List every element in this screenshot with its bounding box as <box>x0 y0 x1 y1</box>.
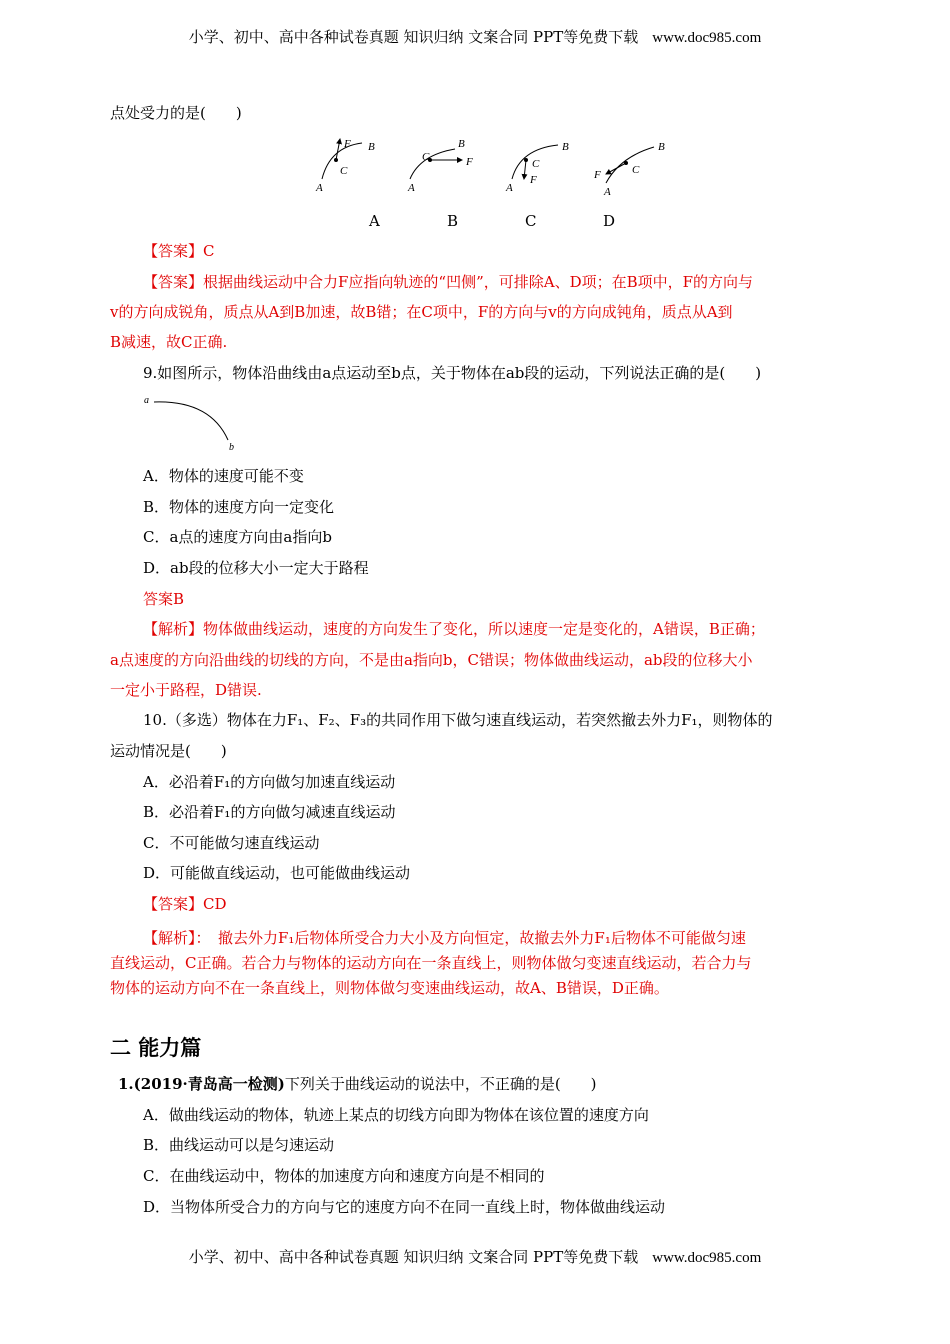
q10-stem-line-1: 10.（多选）物体在力F₁、F₂、F₃的共同作用下做匀速直线运动，若突然撤去外力F₁，则物体的 <box>143 711 773 729</box>
q8-explanation-line-3: B减速，故C正确. <box>110 333 228 351</box>
s2-q1-option-b: B．曲线运动可以是匀速运动 <box>143 1136 335 1154</box>
q8a-point-b: B <box>368 141 375 153</box>
q9-curve-diagram <box>140 390 240 452</box>
q8d-point-a: A <box>604 186 611 198</box>
q8c-point-a: A <box>506 182 513 194</box>
q9-explanation-line-2: a点速度的方向沿曲线的切线的方向，不是由a指向b，C错误；物体做曲线运动，ab段的位移大小 <box>110 651 753 669</box>
q8-diagram-d <box>593 141 665 198</box>
s2-q1-text: 下列关于曲线运动的说法中，不正确的是( ) <box>284 1075 597 1093</box>
q10-option-a: A．必沿着F₁的方向做匀加速直线运动 <box>143 773 396 791</box>
q9-point-b: b <box>229 442 234 452</box>
q8-answer: 【答案】C <box>143 242 215 260</box>
q8-option-label-a: A <box>369 212 380 230</box>
q9-point-a: a <box>144 395 149 406</box>
page-header <box>0 27 950 48</box>
q8-diagram-a <box>315 138 375 194</box>
q8-explanation-line-2: v的方向成锐角，质点从A到B加速，故B错；在C项中，F的方向与v的方向成钝角，质点从A到 <box>110 303 733 321</box>
q9-option-d: D．ab段的位移大小一定大于路程 <box>143 559 369 577</box>
s2-q1-stem <box>118 1074 597 1094</box>
q8c-point-b: B <box>562 141 569 153</box>
s2-q1-option-a: A．做曲线运动的物体，轨迹上某点的切线方向即为物体在该位置的速度方向 <box>143 1106 649 1124</box>
q9-option-c: C．a点的速度方向由a指向b <box>143 528 332 546</box>
s2-q1-option-c: C．在曲线运动中，物体的加速度方向和速度方向是不相同的 <box>143 1167 545 1185</box>
q8-diagram-c <box>505 141 569 194</box>
q8-option-label-d: D <box>603 212 616 230</box>
q8a-point-c: C <box>340 165 348 177</box>
q8-option-label-b: B <box>447 212 459 230</box>
header-url[interactable]: www.doc985.com <box>652 30 762 46</box>
q9-answer: 答案B <box>143 590 185 608</box>
q8b-point-c: C <box>422 151 430 163</box>
header-title: 小学、初中、高中各种试卷真题 知识归纳 文案合同 PPT等免费下载 <box>188 28 639 46</box>
q8b-force-f: F <box>466 156 473 168</box>
q8-stem: 点处受力的是( ) <box>110 104 242 122</box>
q8a-force-f: F <box>344 138 351 150</box>
q8-explanation-line-1: 【答案】根据曲线运动中合力F应指向轨迹的“凹侧”，可排除A、D项；在B项中，F的方向与 <box>143 273 754 291</box>
footer-title: 小学、初中、高中各种试卷真题 知识归纳 文案合同 PPT等免费下载 <box>188 1248 639 1266</box>
page-footer <box>0 1247 950 1268</box>
q9-explanation-line-1: 【解析】物体做曲线运动，速度的方向发生了变化，所以速度一定是变化的，A错误，B正确； <box>143 620 765 638</box>
q8b-point-b: B <box>458 138 465 150</box>
q8d-point-c: C <box>632 164 640 176</box>
q8c-point-c: C <box>532 158 540 170</box>
q10-option-b: B．必沿着F₁的方向做匀减速直线运动 <box>143 803 396 821</box>
q8c-force-f: F <box>530 174 537 186</box>
q8a-point-a: A <box>316 182 323 194</box>
q9-option-b: B．物体的速度方向一定变化 <box>143 498 335 516</box>
q8d-force-f: F <box>594 169 601 181</box>
q8d-point-b: B <box>658 141 665 153</box>
q10-stem-line-2: 运动情况是( ) <box>110 742 227 760</box>
q10-option-d: D．可能做直线运动，也可能做曲线运动 <box>143 864 411 882</box>
q8-option-label-c: C <box>525 212 537 230</box>
q8-force-diagrams <box>300 133 680 203</box>
section-2-title: 二 能力篇 <box>110 1036 202 1060</box>
q9-explanation-line-3: 一定小于路程，D错误. <box>110 681 262 699</box>
s2-q1-option-d: D．当物体所受合力的方向与它的速度方向不在同一直线上时，物体做曲线运动 <box>143 1198 666 1216</box>
q9-stem: 9.如图所示，物体沿曲线由a点运动至b点，关于物体在ab段的运动，下列说法正确的是( ) <box>143 364 762 382</box>
q10-explanation-line-3: 物体的运动方向不在一条直线上，则物体做匀变速曲线运动，故A、B错误，D正确。 <box>110 979 669 997</box>
q8b-point-a: A <box>408 182 415 194</box>
q10-explanation-line-1: 【解析】： 撤去外力F₁后物体所受合力大小及方向恒定，故撤去外力F₁后物体不可能做匀速 <box>143 929 746 947</box>
q8-diagram-b <box>407 138 473 194</box>
q10-explanation-line-2: 直线运动，C正确。若合力与物体的运动方向在一条直线上，则物体做匀变速直线运动，若合力与 <box>110 954 752 972</box>
footer-url[interactable]: www.doc985.com <box>652 1250 762 1266</box>
q10-answer: 【答案】CD <box>143 895 227 913</box>
s2-q1-source: 1.(2019·青岛高一检测) <box>118 1075 285 1093</box>
q9-option-a: A．物体的速度可能不变 <box>143 467 304 485</box>
q10-option-c: C．不可能做匀速直线运动 <box>143 834 320 852</box>
